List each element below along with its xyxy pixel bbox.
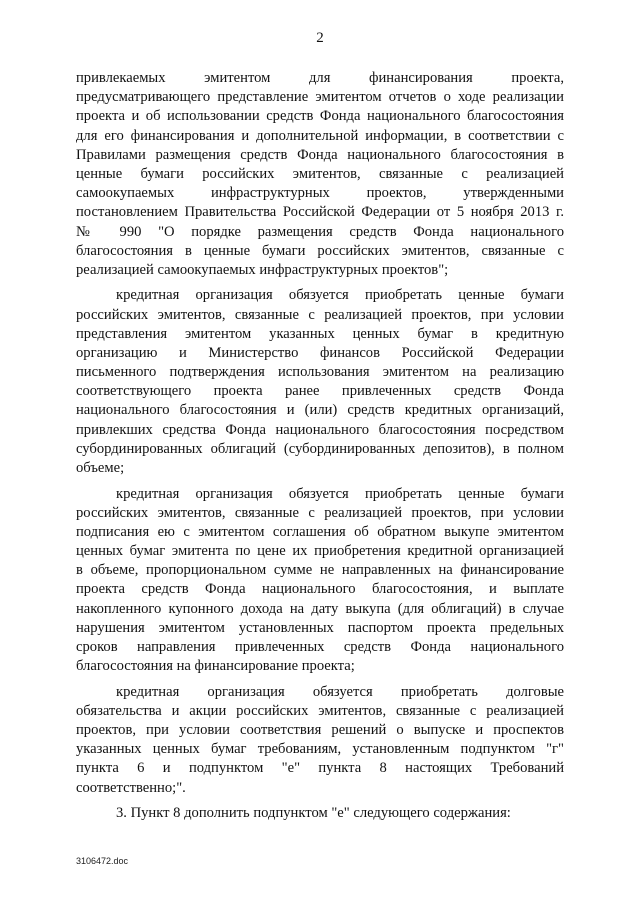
paragraph xyxy=(76,69,564,280)
text-line: 3. Пункт 8 дополнить подпунктом "е" следующего содержания: xyxy=(116,805,511,822)
text-line: ценные бумаги российских эмитентов, связанные с реализацией xyxy=(76,165,564,182)
text-line: ценных бумаг эмитента по цене их приобретения кредитной организацией xyxy=(76,543,564,560)
text-line: постановлением Правительства Российской Федерации от 5 ноября 2013 г. xyxy=(76,204,564,221)
text-line: для его финансирования и дополнительной информации, в соответствии с xyxy=(76,127,564,144)
text-line: Правилами размещения средств Фонда национального благосостояния в xyxy=(76,146,564,163)
text-line: кредитная организация обязуется приобретать ценные бумаги xyxy=(116,287,564,304)
document-filename-footer: 3106472.doc xyxy=(76,856,129,866)
text-line: письменного подтверждения использования эмитентом на реализацию xyxy=(76,364,564,381)
text-line: благосостояния на финансирование проекта; xyxy=(76,658,355,675)
text-line: благосостояния в ценные бумаги российских эмитентов, связанные с xyxy=(76,242,564,259)
text-line: накопленного купонного дохода на дату выкупа (для облигаций) в случае xyxy=(76,600,564,617)
paragraph xyxy=(76,683,564,798)
text-line: проекта средств Фонда национального благосостояния, и выплате xyxy=(76,581,564,598)
text-line: организацию и Министерство финансов Российской Федерации xyxy=(76,344,564,361)
text-line: национального благосостояния и (или) средств кредитных организаций, xyxy=(76,402,564,419)
page-number: 2 xyxy=(316,30,324,46)
text-line: обязательства и акции российских эмитентов, связанные с реализацией xyxy=(76,702,564,719)
paragraph xyxy=(76,804,564,823)
text-line: субординированных облигаций (субординированных депозитов), в полном xyxy=(76,440,564,457)
text-line: нарушения эмитентом установленных паспортом проекта предельных xyxy=(76,619,564,636)
text-line: реализацией самоокупаемых инфраструктурных проектов"; xyxy=(76,261,449,278)
text-line: кредитная организация обязуется приобретать ценные бумаги xyxy=(116,485,564,502)
text-line: соответствующего проекта ранее привлеченных средств Фонда xyxy=(76,383,564,400)
text-line: подписания ею с эмитентом соглашения об обратном выкупе эмитентом xyxy=(76,523,564,540)
paragraph xyxy=(76,485,564,677)
text-line: российских эмитентов, связанные с реализацией проектов, при условии xyxy=(76,306,564,323)
text-line: российских эмитентов, связанные с реализацией проектов, при условии xyxy=(76,504,564,521)
text-line: объеме; xyxy=(76,460,125,477)
document-body xyxy=(76,69,564,830)
text-line: привлекаемых эмитентом для финансирования проекта, xyxy=(76,70,564,86)
text-line: привлекших средства Фонда национального благосостояния посредством xyxy=(76,421,564,438)
text-line: сроков направления привлеченных средств Фонда национального xyxy=(76,639,564,656)
text-line: проекта и об использовании средств Фонда национального благосостояния xyxy=(76,108,564,125)
text-line: соответственно;". xyxy=(76,779,186,796)
text-line: представления эмитентом указанных ценных бумаг в кредитную xyxy=(76,325,564,342)
paragraph xyxy=(76,286,564,478)
text-line: в объеме, пропорциональном сумме не направленных на финансирование xyxy=(76,562,564,579)
text-line: № 990 "О порядке размещения средств Фонда национального xyxy=(76,223,564,240)
text-line: пункта 6 и подпунктом "е" пункта 8 настоящих Требований xyxy=(76,760,564,777)
text-line: кредитная организация обязуется приобретать долговые xyxy=(116,683,564,700)
text-line: указанных ценных бумаг требованиям, установленным подпунктом "г" xyxy=(76,741,564,758)
text-line: предусматривающего представление эмитентом отчетов о ходе реализации xyxy=(76,89,564,106)
text-line: проектов, при условии соответствия решений о выпуске и проспектов xyxy=(76,722,564,739)
text-line: самоокупаемых инфраструктурных проектов, утвержденными xyxy=(76,185,564,202)
